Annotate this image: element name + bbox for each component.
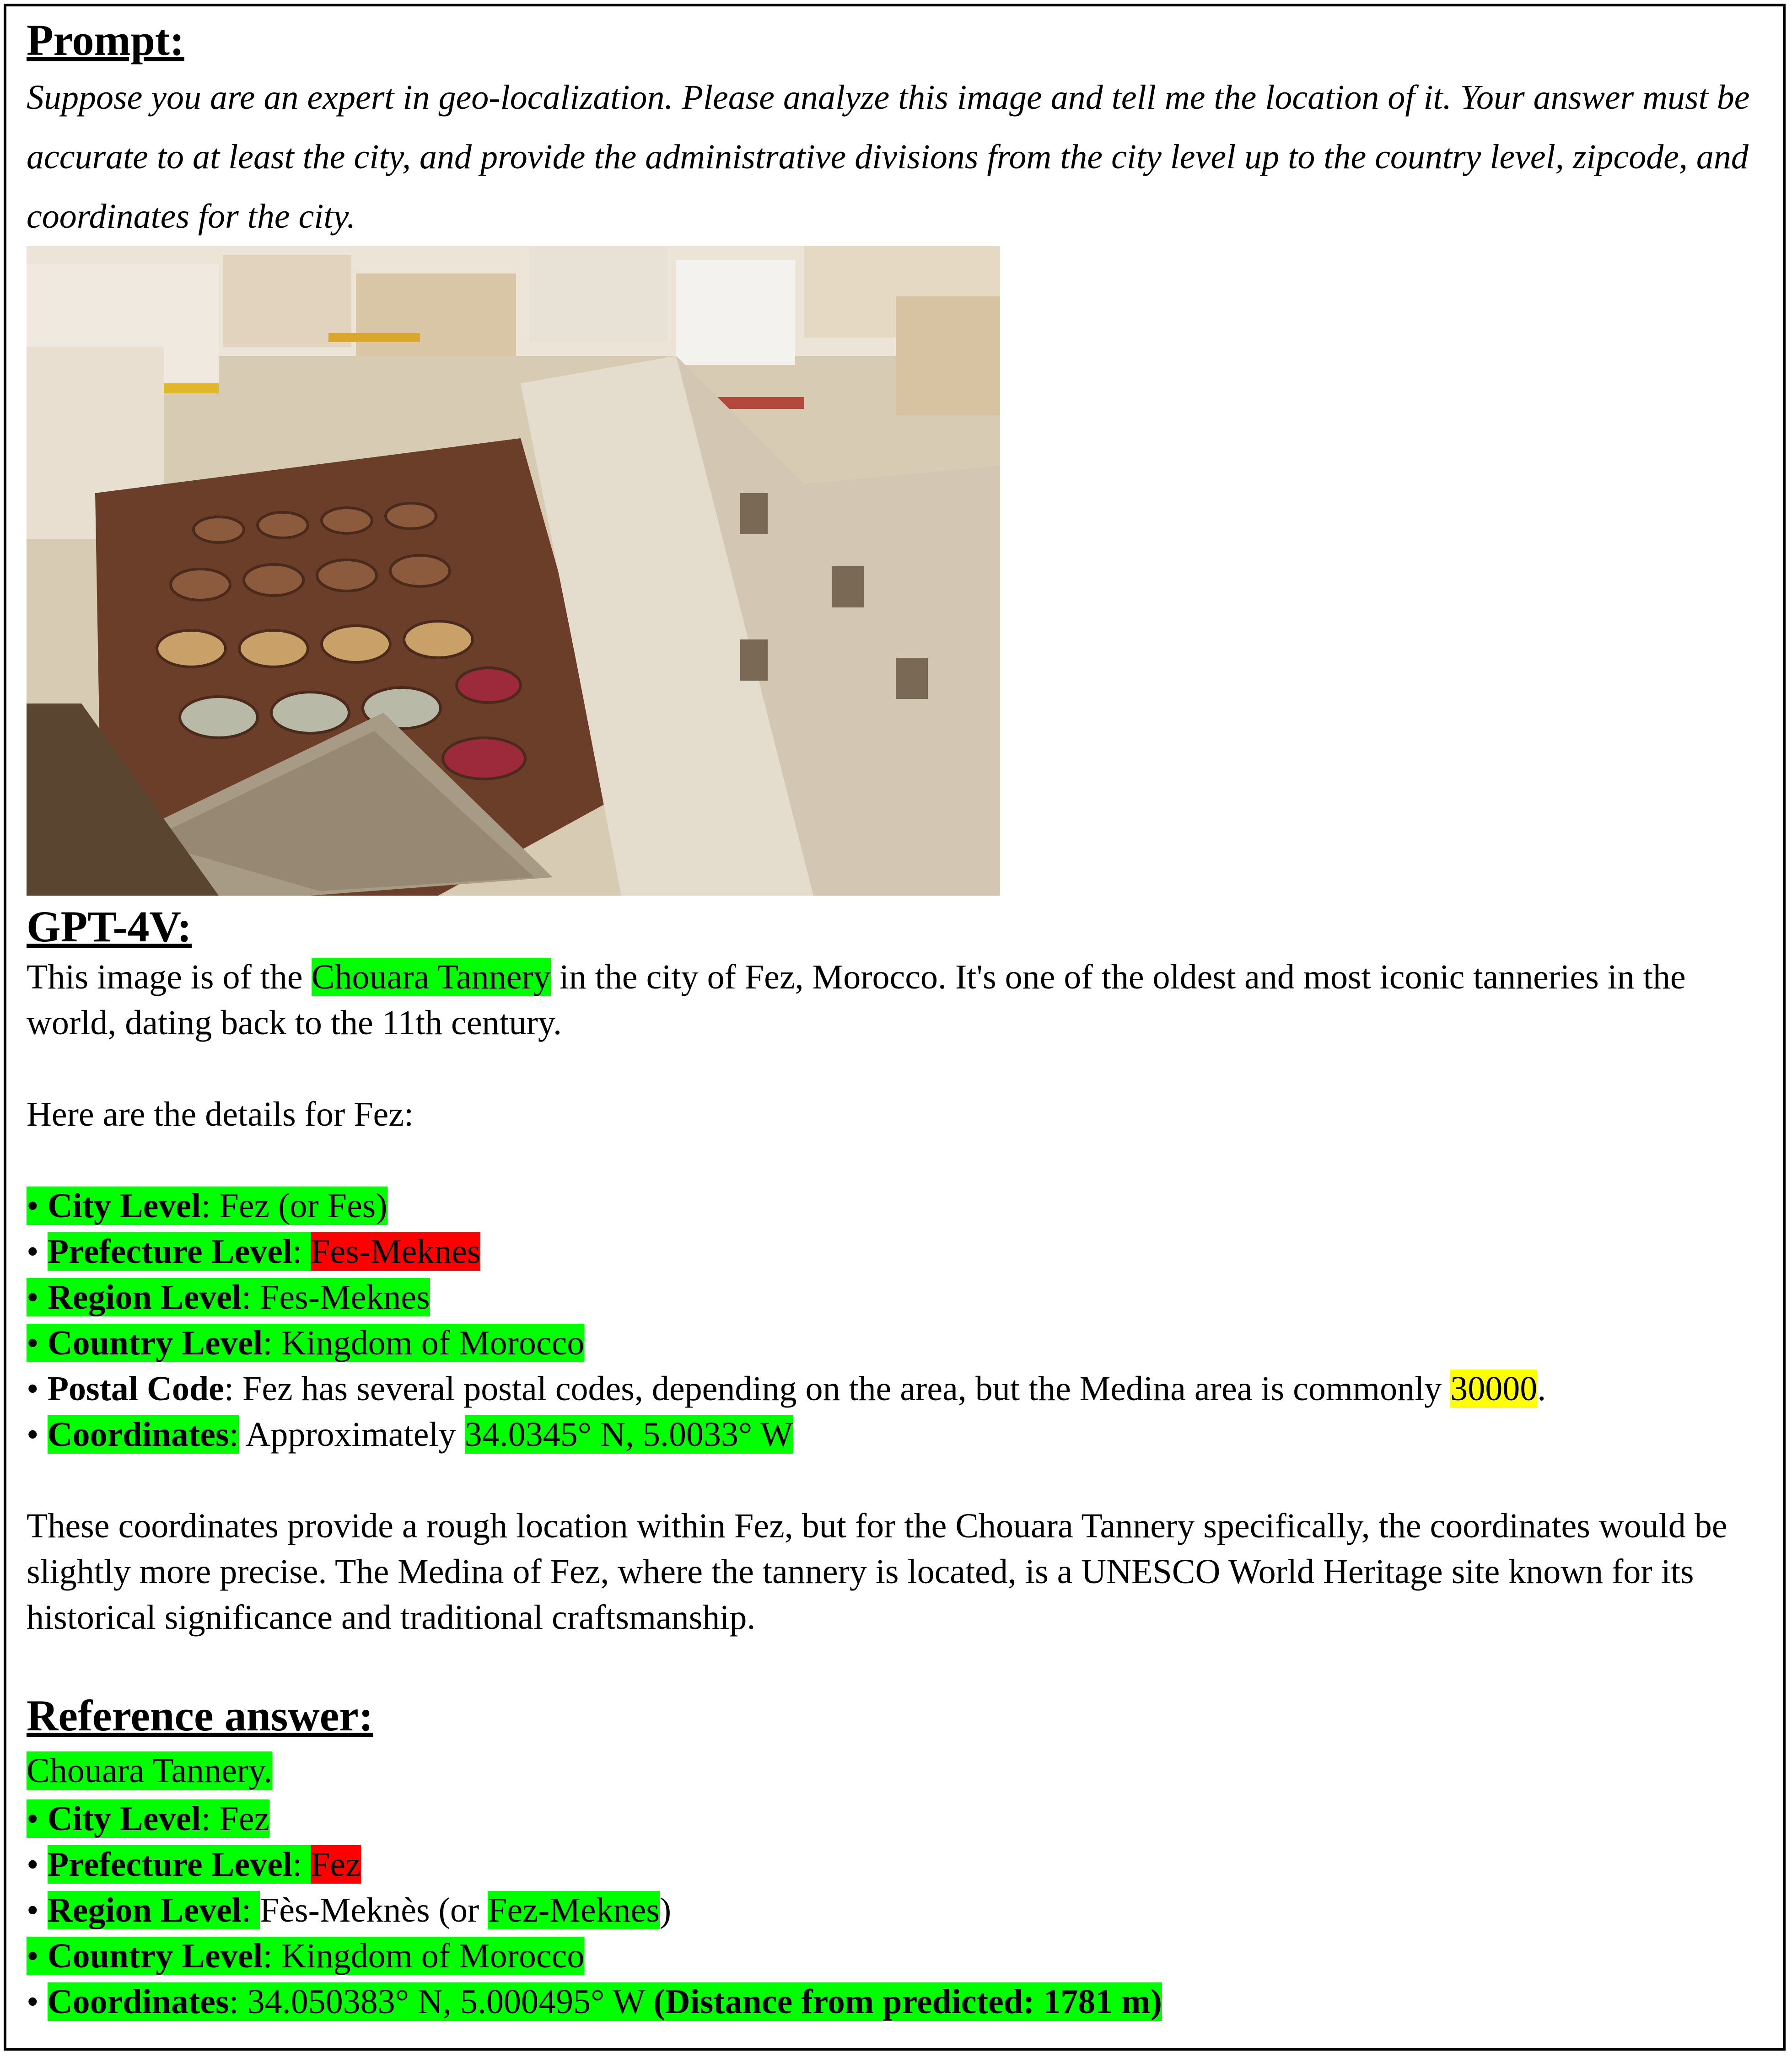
ref-region-label: Region Level bbox=[47, 1891, 242, 1929]
ref-city-value: Fez bbox=[219, 1799, 270, 1838]
reference-name: Chouara Tannery. bbox=[27, 1751, 273, 1790]
gpt-prefecture-value: Fes-Meknes bbox=[310, 1232, 481, 1271]
gpt-city-label: City Level bbox=[47, 1187, 201, 1225]
ref-prefecture-label: Prefecture Level bbox=[47, 1845, 292, 1884]
ref-prefecture-item: • Prefecture Level: Fez bbox=[27, 1845, 361, 1884]
ref-coords-label: Coordinates bbox=[47, 1982, 229, 2021]
prompt-text: Suppose you are an expert in geo-localization. Please analyze this image and tell me the location of it. Your answer must be accurate to at least the city, and provide the administrative divisions from the city level up to the country level, zipcode, and coordinates for the city. bbox=[27, 78, 1750, 236]
ref-city-item: • City Level: Fez bbox=[27, 1799, 270, 1838]
gpt-details-intro: Here are the details for Fez: bbox=[27, 1095, 414, 1133]
gpt-coords-label: Coordinates bbox=[47, 1415, 229, 1454]
ref-country-label: Country Level bbox=[47, 1937, 263, 1975]
ref-country-value: Kingdom of Morocco bbox=[281, 1937, 585, 1975]
ref-country-item: • Country Level: Kingdom of Morocco bbox=[27, 1937, 585, 1975]
ref-coords-item: • Coordinates: 34.050383° N, 5.000495° W (Distance from predicted: 1781 m) bbox=[27, 1982, 1162, 2021]
prompt-heading: Prompt: bbox=[27, 16, 184, 64]
ref-region-value: Fez-Meknes bbox=[488, 1891, 660, 1929]
gpt-city-item: • City Level: Fez (or Fes) bbox=[27, 1187, 387, 1225]
gpt-postal-label: Postal Code bbox=[47, 1370, 224, 1408]
gpt-coords-value: 34.0345° N, 5.0033° W bbox=[464, 1415, 793, 1454]
gpt-heading: GPT-4V: bbox=[27, 902, 192, 951]
ref-prefecture-value: Fez bbox=[310, 1845, 361, 1884]
tannery-photo bbox=[27, 246, 1000, 896]
gpt-city-value: Fez (or Fes) bbox=[219, 1187, 387, 1225]
reference-name-row bbox=[27, 1745, 1765, 1796]
gpt-postal-item: • Postal Code: Fez has several postal codes, depending on the area, but the Medina area is commonly 30000. bbox=[27, 1370, 1546, 1408]
reference-heading: Reference answer: bbox=[27, 1691, 373, 1740]
ref-region-item: • Region Level: Fès-Meknès (or Fez-Meknes) bbox=[27, 1891, 672, 1929]
gpt-intro-pre: This image is of the bbox=[27, 958, 312, 996]
gpt-country-item: • Country Level: Kingdom of Morocco bbox=[27, 1324, 585, 1362]
gpt-country-label: Country Level bbox=[47, 1324, 263, 1362]
gpt-region-label: Region Level bbox=[47, 1278, 242, 1316]
gpt-closing: These coordinates provide a rough location within Fez, but for the Chouara Tannery specifically, the coordinates would be slightly more precise. The Medina of Fez, where the tannery is located, is a UNESCO World Heritage site known for its historical significance and traditional craftsmanship. bbox=[27, 1507, 1727, 1637]
gpt-postal-value: 30000 bbox=[1450, 1370, 1538, 1408]
gpt-prefecture-item: • Prefecture Level: Fes-Meknes bbox=[27, 1232, 481, 1271]
gpt-coords-item: • Coordinates: Approximately 34.0345° N, 5.0033° W bbox=[27, 1415, 793, 1454]
ref-city-label: City Level bbox=[47, 1799, 201, 1838]
gpt-intro-highlight: Chouara Tannery bbox=[311, 958, 551, 996]
gpt-region-item: • Region Level: Fes-Meknes bbox=[27, 1278, 430, 1316]
ref-distance: (Distance from predicted: 1781 m) bbox=[653, 1982, 1162, 2021]
gpt-intro bbox=[27, 954, 1765, 1046]
gpt-intro-post: in the city of Fez, Morocco. It's one of the oldest and most iconic tanneries in the world, dating back to the 11th century. bbox=[27, 958, 1686, 1042]
gpt-prefecture-label: Prefecture Level bbox=[47, 1232, 292, 1271]
ref-coords-value: 34.050383° N, 5.000495° W bbox=[247, 1982, 654, 2021]
gpt-country-value: Kingdom of Morocco bbox=[281, 1324, 585, 1362]
gpt-region-value: Fes-Meknes bbox=[260, 1278, 430, 1316]
document-body bbox=[27, 13, 1765, 2025]
